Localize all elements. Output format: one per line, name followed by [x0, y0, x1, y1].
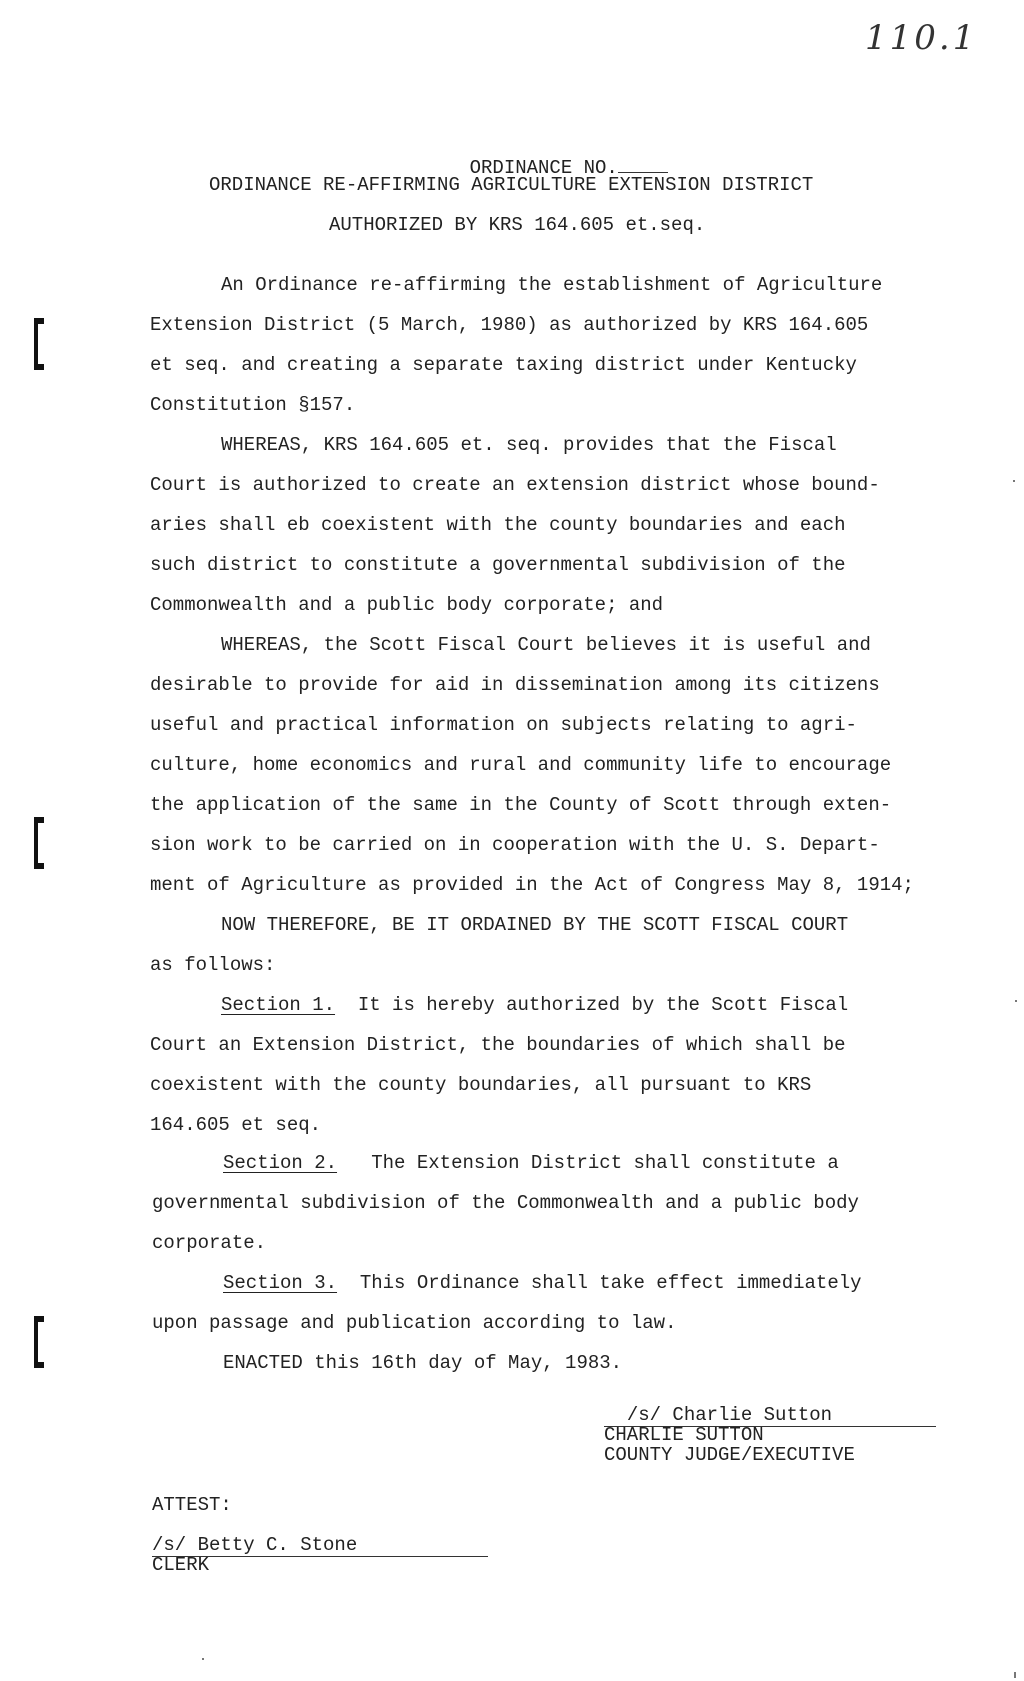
preamble-line: Extension District (5 March, 1980) as authorized by KRS 164.605	[150, 314, 869, 336]
section-2-heading: Section 2.	[223, 1152, 338, 1174]
section-line: 164.605 et seq.	[150, 1114, 322, 1136]
whereas-line: WHEREAS, KRS 164.605 et. seq. provides that the Fiscal	[221, 434, 837, 456]
section-line: Court an Extension District, the boundaries of which shall be	[150, 1034, 846, 1056]
binder-hole-mark	[30, 316, 48, 372]
whereas-line: the application of the same in the County of Scott through exten-	[150, 794, 892, 816]
judge-title: COUNTY JUDGE/EXECUTIVE	[604, 1444, 855, 1466]
whereas-line: culture, home economics and rural and community life to encourage	[150, 754, 892, 776]
ordinance-title: ORDINANCE RE-AFFIRMING AGRICULTURE EXTENSION DISTRICT	[209, 174, 814, 196]
ordinance-number-blank	[618, 156, 668, 173]
preamble-line: et seq. and creating a separate taxing district under Kentucky	[150, 354, 857, 376]
scan-speck	[1013, 480, 1015, 482]
ordinance-authority: AUTHORIZED BY KRS 164.605 et.seq.	[329, 214, 706, 236]
whereas-line: Commonwealth and a public body corporate; and	[150, 594, 664, 616]
clerk-title: CLERK	[152, 1554, 210, 1576]
section-1	[221, 994, 848, 1016]
section-line: coexistent with the county boundaries, all pursuant to KRS	[150, 1074, 812, 1096]
preamble-line: Constitution §157.	[150, 394, 356, 416]
whereas-line: WHEREAS, the Scott Fiscal Court believes it is useful and	[221, 634, 871, 656]
section-3	[223, 1272, 862, 1294]
whereas-line: such district to constitute a governmental subdivision of the	[150, 554, 846, 576]
clerk-signature-text: /s/ Betty C. Stone	[152, 1534, 358, 1556]
whereas-line: sion work to be carried on in cooperation with the U. S. Depart-	[150, 834, 880, 856]
whereas-line: useful and practical information on subjects relating to agri-	[150, 714, 857, 736]
scan-speck	[202, 1658, 204, 1660]
section-1-text: It is hereby authorized by the Scott Fiscal	[357, 994, 849, 1016]
scan-speck	[1015, 1000, 1017, 1002]
section-2	[223, 1152, 839, 1174]
binder-hole-mark	[30, 815, 48, 871]
whereas-line: Court is authorized to create an extension district whose bound-	[150, 474, 880, 496]
section-2-text: The Extension District shall constitute a	[371, 1152, 839, 1174]
ordained-line: NOW THEREFORE, BE IT ORDAINED BY THE SCOTT FISCAL COURT	[221, 914, 849, 936]
whereas-line: ment of Agriculture as provided in the Act of Congress May 8, 1914;	[150, 874, 914, 896]
section-3-text: This Ordinance shall take effect immediately	[359, 1272, 862, 1294]
section-3-heading: Section 3.	[223, 1272, 338, 1294]
section-line: upon passage and publication according to law.	[152, 1312, 677, 1334]
scan-speck	[1014, 1672, 1016, 1678]
section-line: governmental subdivision of the Commonwealth and a public body	[152, 1192, 859, 1214]
ordained-line: as follows:	[150, 954, 276, 976]
judge-signature-text: /s/ Charlie Sutton	[626, 1404, 833, 1426]
section-line: corporate.	[152, 1232, 267, 1254]
ordinance-number-label: ORDINANCE NO.	[469, 157, 618, 179]
judge-name: CHARLIE SUTTON	[604, 1424, 764, 1446]
binder-hole-mark	[30, 1314, 48, 1370]
page-number-handwritten: 110.1	[865, 18, 978, 58]
section-1-heading: Section 1.	[221, 994, 336, 1016]
whereas-line: desirable to provide for aid in dissemination among its citizens	[150, 674, 880, 696]
preamble-line: An Ordinance re-affirming the establishment of Agriculture	[221, 274, 883, 296]
enacted-line: ENACTED this 16th day of May, 1983.	[223, 1352, 623, 1374]
attest-label: ATTEST:	[152, 1494, 232, 1516]
whereas-line: aries shall eb coexistent with the county boundaries and each	[150, 514, 846, 536]
